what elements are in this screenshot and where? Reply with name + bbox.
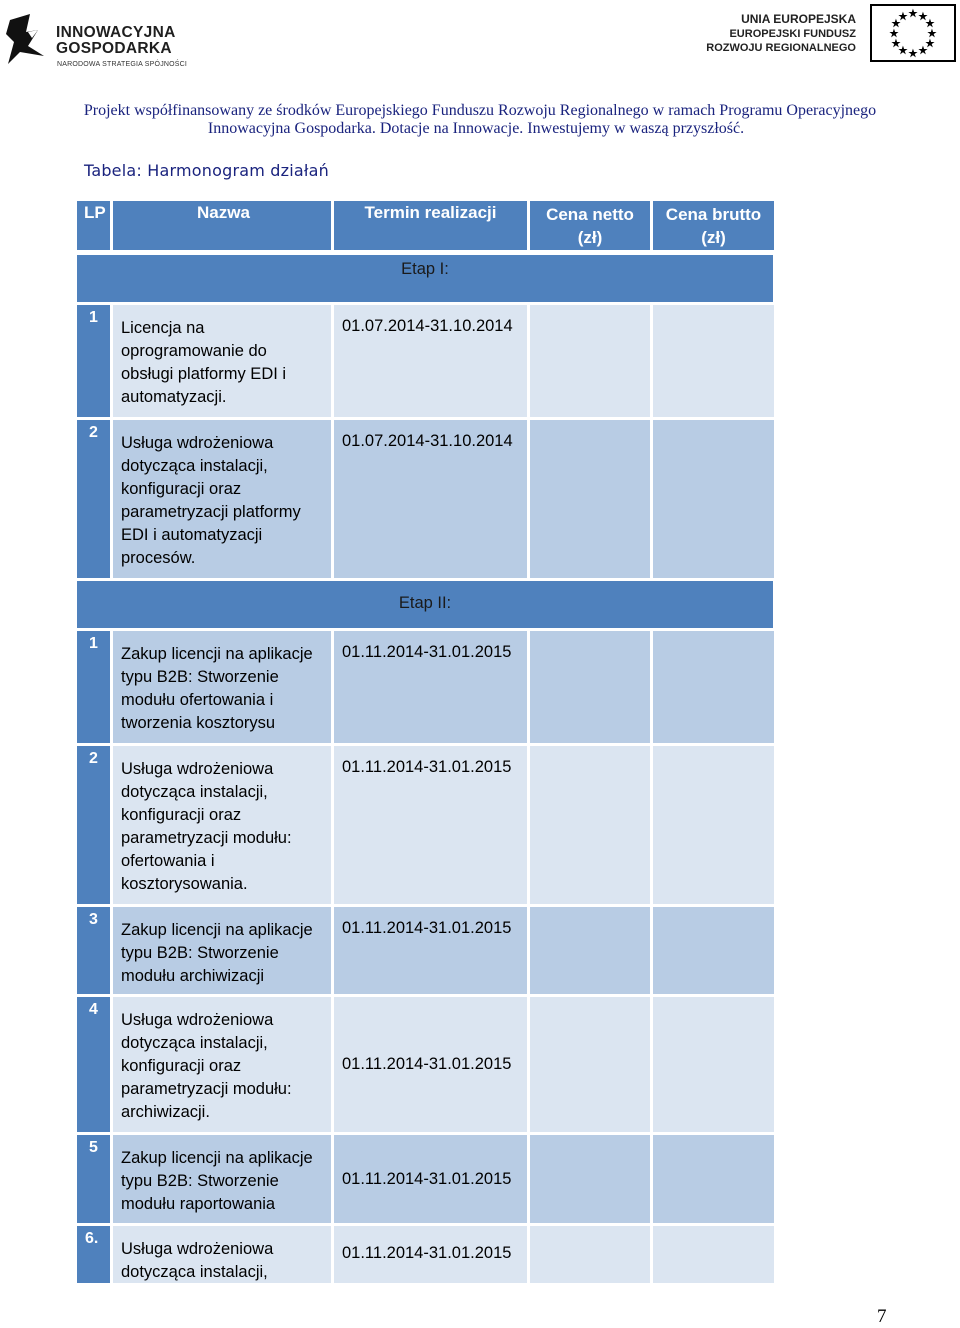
table-row-lp: 2	[77, 746, 110, 904]
table-row-net	[530, 997, 650, 1132]
table-row-term: 01.11.2014-31.01.2015	[334, 907, 527, 994]
table-row-term: 01.11.2014-31.01.2015	[334, 631, 527, 743]
table-row-lp: 5	[77, 1135, 110, 1223]
table-row-gross	[653, 305, 774, 417]
table-row-gross	[653, 1226, 774, 1283]
table-row-term: 01.07.2014-31.10.2014	[334, 420, 527, 578]
svg-text:★: ★	[926, 39, 934, 48]
project-info-line-1: Projekt współfinansowany ze środków Europejskiego Funduszu Rozwoju Regionalnego w ramach Programu Operacyjnego	[83, 102, 877, 119]
logo-line-3: NARODOWA STRATEGIA SPÓJNOŚCI	[57, 61, 188, 68]
table-row-net	[530, 1135, 650, 1223]
table-row-term: 01.11.2014-31.01.2015	[334, 1226, 527, 1283]
table-row-gross	[653, 907, 774, 994]
table-row-lp: 3	[77, 907, 110, 994]
table-row-name: Zakup licencji na aplikacje typu B2B: Stworzenie modułu ofertowania i tworzenia kosztorysu	[113, 631, 331, 743]
svg-text:★: ★	[899, 46, 907, 55]
table-row-lp: 1	[77, 305, 110, 417]
header-net-price: Cena netto (zł)	[530, 201, 650, 250]
table-caption: Tabela: Harmonogram działań	[84, 161, 330, 180]
table-row-name: Zakup licencji na aplikacje typu B2B: Stworzenie modułu raportowania	[113, 1135, 331, 1223]
table-row-name: Zakup licencji na aplikacje typu B2B: Stworzenie modułu archiwizacji	[113, 907, 331, 994]
innowacyjna-gospodarka-logo	[6, 10, 206, 70]
table-row-gross	[653, 997, 774, 1132]
table-row-net	[530, 907, 650, 994]
table-row-name: Usługa wdrożeniowa dotycząca instalacji, konfiguracji oraz parametryzacji platformy EDI i automatyzacji procesów.	[113, 420, 331, 578]
table-row-term: 01.11.2014-31.01.2015	[334, 997, 527, 1132]
eu-flag-icon	[870, 4, 956, 62]
header-lp: LP	[77, 201, 110, 250]
table-row-name: Usługa wdrożeniowa dotycząca instalacji, konfiguracji oraz parametryzacji modułu: archiwizacji.	[113, 997, 331, 1132]
stage-2-label: Etap II:	[77, 581, 773, 628]
eu-logo-line-1: UNIA EUROPEJSKA	[741, 12, 856, 26]
table-row-term: 01.11.2014-31.01.2015	[334, 746, 527, 904]
svg-text:★: ★	[928, 29, 936, 38]
table-row-lp: 6.	[77, 1226, 110, 1283]
table-row-name: Usługa wdrożeniowa dotycząca instalacji, konfiguracji oraz parametryzacji modułu: ofertowania i kosztorysowania.	[113, 746, 331, 904]
stage-1-label: Etap I:	[77, 255, 773, 302]
logo-line-1: INNOWACYJNA	[56, 24, 176, 41]
eu-logo	[706, 4, 956, 64]
svg-text:★: ★	[892, 39, 900, 48]
table-row-net	[530, 420, 650, 578]
page-number: 7	[877, 1306, 887, 1327]
project-info-line-2: Innowacyjna Gospodarka. Dotacje na Innowacje. Inwestujemy w waszą przyszłość.	[207, 120, 745, 137]
header-gross-price: Cena brutto (zł)	[653, 201, 774, 250]
table-row-net	[530, 631, 650, 743]
table-row-gross	[653, 1135, 774, 1223]
logo-mark-icon	[6, 12, 50, 66]
eu-logo-line-3: ROZWOJU REGIONALNEGO	[706, 42, 856, 54]
header-term: Termin realizacji	[334, 201, 527, 250]
svg-text:★: ★	[899, 12, 907, 21]
table-row-lp: 2	[77, 420, 110, 578]
table-row-gross	[653, 420, 774, 578]
table-row-net	[530, 746, 650, 904]
table-row-term: 01.11.2014-31.01.2015	[334, 1135, 527, 1223]
svg-text:★: ★	[909, 9, 917, 18]
table-row-gross	[653, 746, 774, 904]
table-row-gross	[653, 631, 774, 743]
svg-text:★: ★	[919, 46, 927, 55]
svg-text:★: ★	[890, 29, 898, 38]
svg-text:★: ★	[892, 19, 900, 28]
table-row-net	[530, 1226, 650, 1283]
table-row-lp: 1	[77, 631, 110, 743]
eu-logo-line-2: EUROPEJSKI FUNDUSZ	[729, 28, 856, 40]
table-row-net	[530, 305, 650, 417]
svg-text:★: ★	[909, 49, 917, 58]
table-row-name: Licencja na oprogramowanie do obsługi platformy EDI i automatyzacji.	[113, 305, 331, 417]
table-row-lp: 4	[77, 997, 110, 1132]
logo-line-2: GOSPODARKA	[56, 40, 172, 57]
svg-text:★: ★	[919, 12, 927, 21]
header-name: Nazwa	[113, 201, 331, 250]
table-row-term: 01.07.2014-31.10.2014	[334, 305, 527, 417]
svg-text:★: ★	[926, 19, 934, 28]
table-row-name: Usługa wdrożeniowa dotycząca instalacji,	[113, 1226, 331, 1283]
